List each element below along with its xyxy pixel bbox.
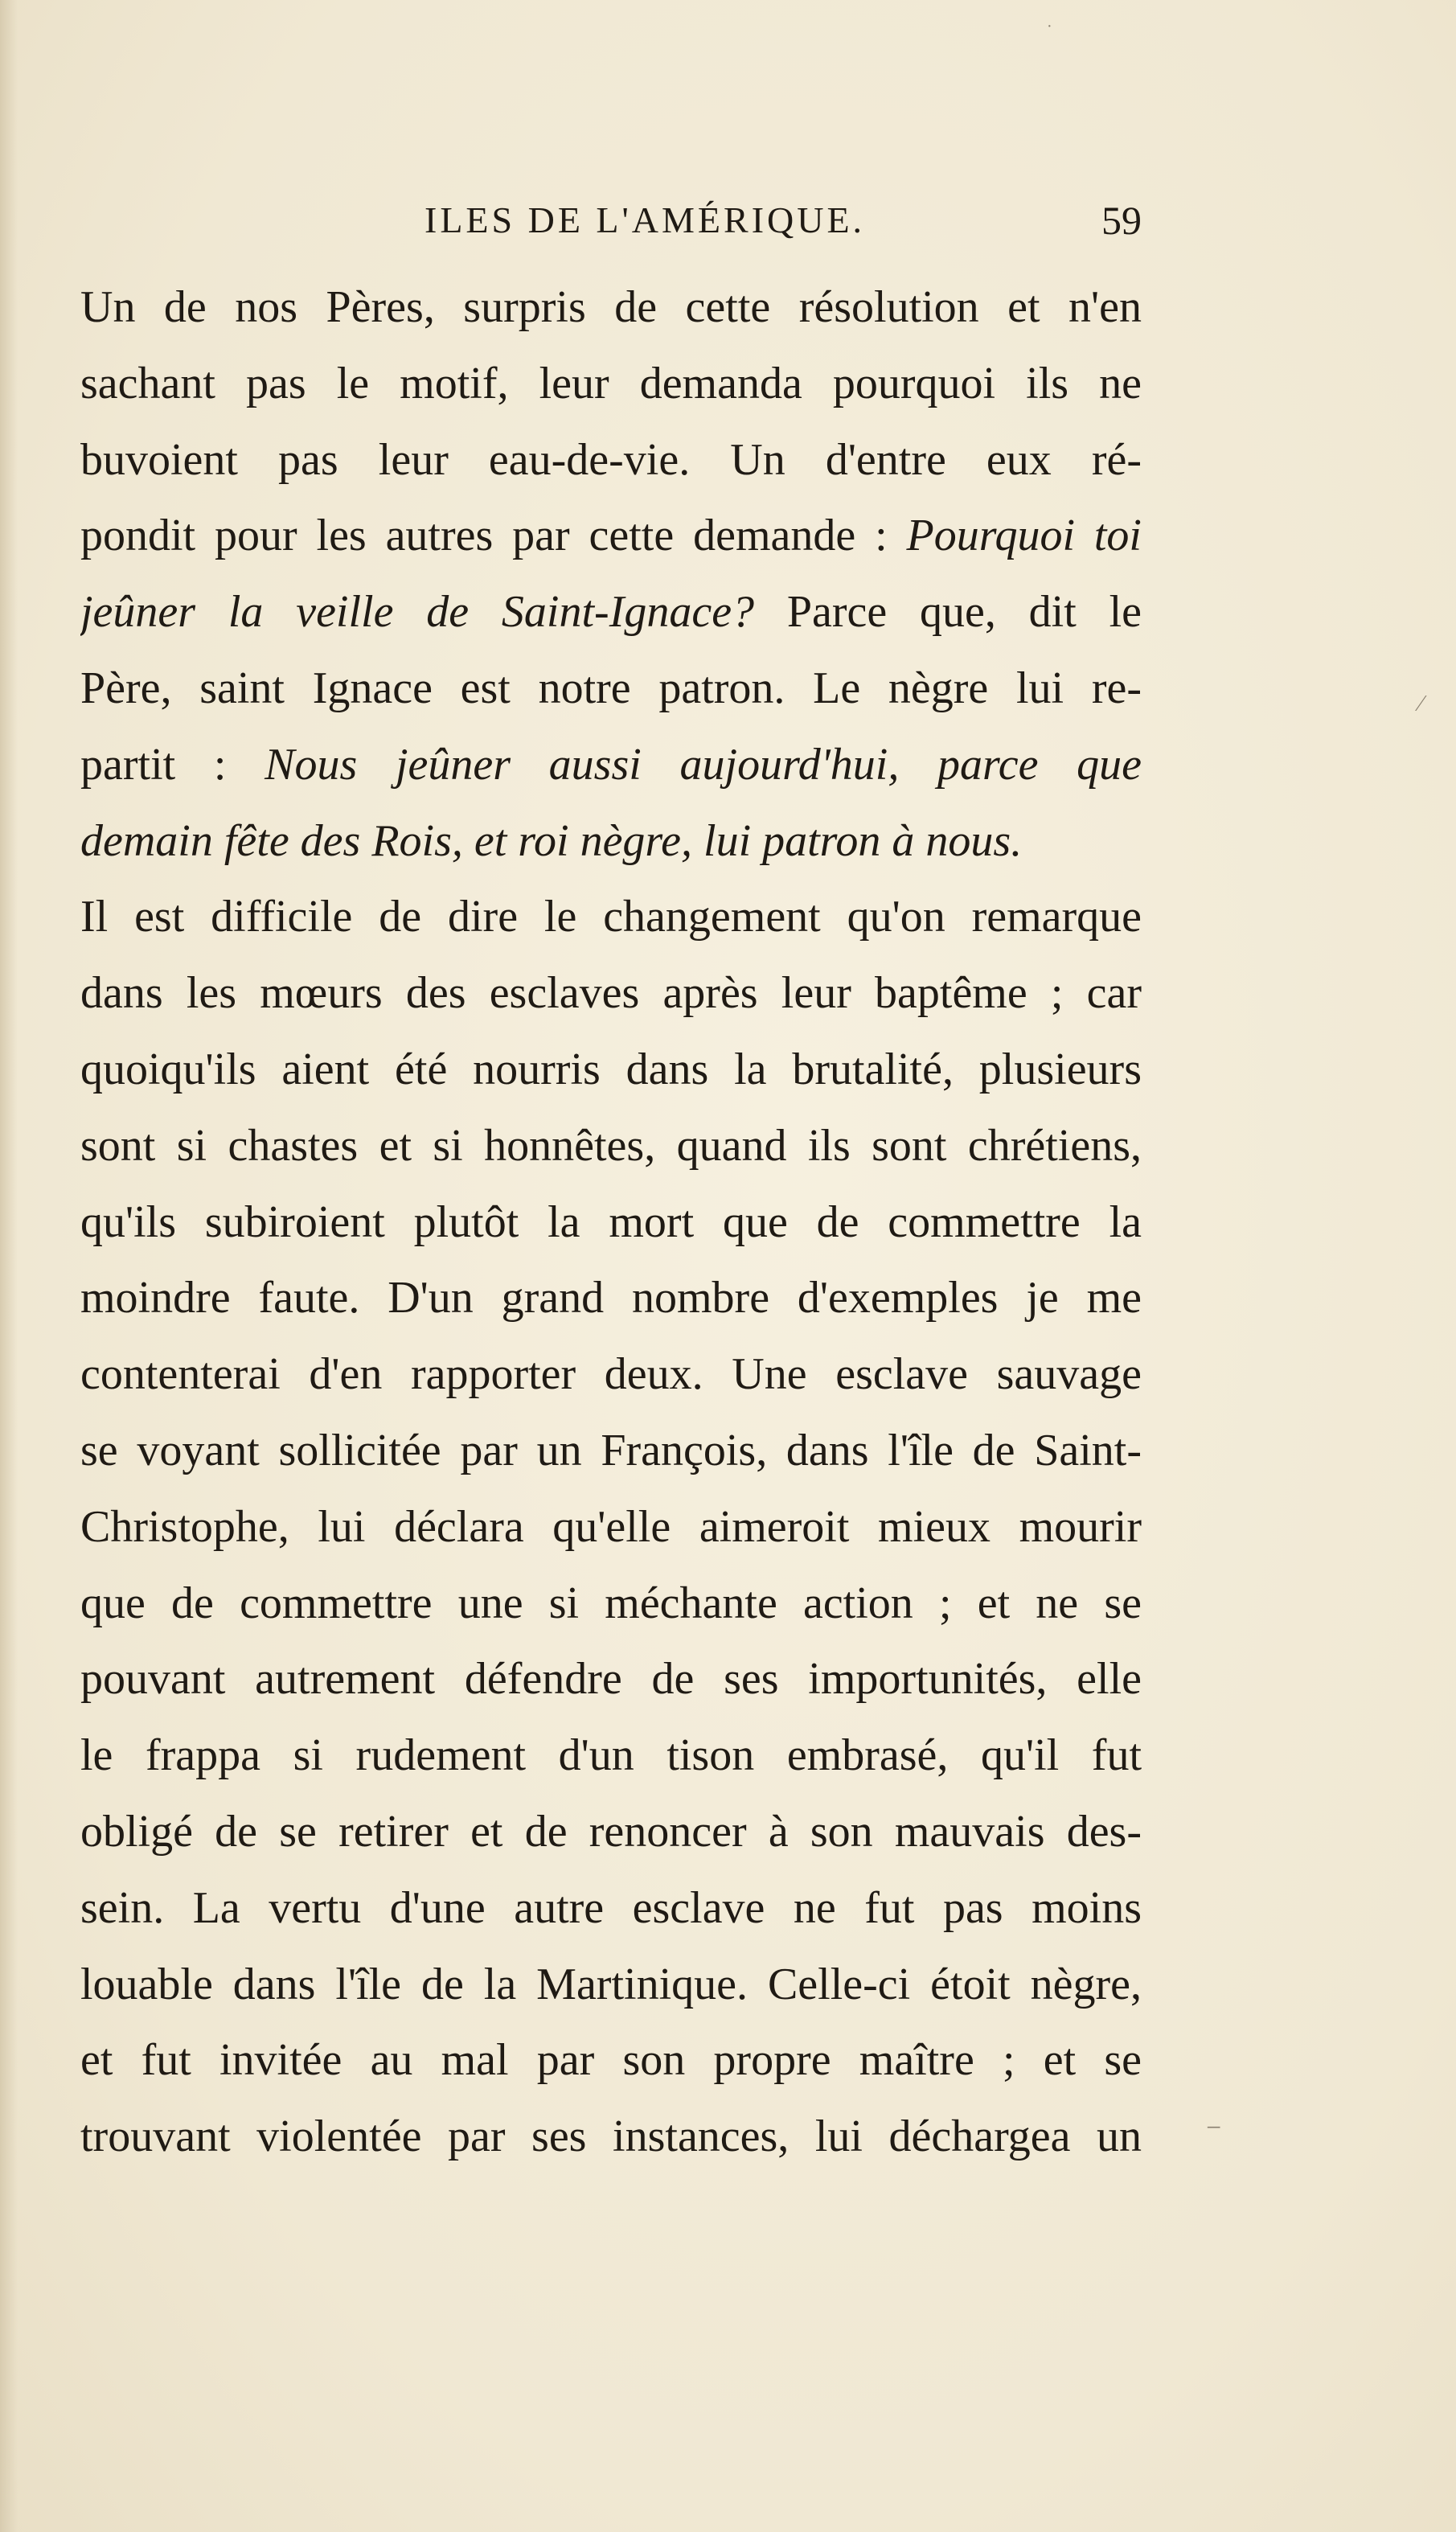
text-line: [80, 1870, 1142, 1947]
text-line: [80, 955, 1142, 1032]
text-segment: contenterai d'en rapporter deux. Une esclave sauvage: [80, 1349, 1142, 1400]
text-segment: Parce que, dit le: [754, 587, 1142, 638]
text-line: [80, 1413, 1142, 1489]
text-segment: pouvant autrement défendre de ses importunités, elle: [80, 1654, 1142, 1705]
italic-text-segment: Pourquoi toi: [906, 511, 1142, 561]
text-segment: quoiqu'ils aient été nourris dans la brutalité, plusieurs: [80, 1044, 1142, 1094]
text-line: [80, 1184, 1142, 1261]
text-line: [80, 1717, 1142, 1794]
text-line: [80, 1794, 1142, 1870]
page-number: 59: [1101, 198, 1142, 243]
text-segment: se voyant sollicitée par un François, dans l'île de Saint-: [80, 1425, 1142, 1475]
italic-text-segment: jeûner la veille de Saint-Ignace?: [80, 587, 755, 638]
text-line: [80, 803, 1142, 880]
text-segment: sachant pas le motif, leur demanda pourquoi ils ne: [80, 358, 1142, 408]
text-segment: buvoient pas leur eau-de-vie. Un d'entre eux ré-: [80, 434, 1142, 485]
body-text: [80, 269, 1142, 2175]
text-line: [80, 1641, 1142, 1717]
text-segment: obligé de se retirer et de renoncer à son mauvais des-: [80, 1806, 1142, 1857]
text-line: [80, 727, 1142, 803]
text-line: [80, 1108, 1142, 1184]
text-line: [80, 574, 1142, 650]
text-segment: louable dans l'île de la Martinique. Celle-ci étoit nègre,: [80, 1959, 1142, 2009]
text-line: [80, 1032, 1142, 1108]
italic-text-segment: Nous jeûner aussi aujourd'hui, parce que: [265, 739, 1142, 790]
text-segment: Il est difficile de dire le changement qu'on remarque: [80, 892, 1142, 942]
text-line: [80, 2099, 1142, 2175]
text-segment: trouvant violentée par ses instances, lui déchargea un: [80, 2111, 1142, 2162]
text-line: [80, 1260, 1142, 1336]
text-segment: qu'ils subiroient plutôt la mort que de commettre la: [80, 1196, 1142, 1247]
text-line: [80, 1336, 1142, 1413]
running-head: [80, 196, 1142, 244]
text-segment: sont si chastes et si honnêtes, quand ils sont chrétiens,: [80, 1120, 1142, 1171]
text-segment: Père, saint Ignace est notre patron. Le nègre lui re-: [80, 663, 1142, 713]
text-line: [80, 498, 1142, 574]
italic-text-segment: demain fête des Rois, et roi nègre, lui patron à nous.: [80, 815, 1023, 866]
text-line: [80, 650, 1142, 727]
margin-speck-mark: ·: [1047, 18, 1052, 35]
text-line: [80, 346, 1142, 422]
margin-dash-mark: ‾: [1208, 2124, 1220, 2160]
text-segment: Christophe, lui déclara qu'elle aimeroit mieux mourir: [80, 1501, 1142, 1552]
margin-tick-mark: ⁄: [1419, 691, 1423, 716]
text-line: [80, 2022, 1142, 2099]
text-line: [80, 269, 1142, 346]
text-segment: et fut invitée au mal par son propre maître ; et se: [80, 2035, 1142, 2086]
text-segment: Un de nos Pères, surpris de cette résolution et n'en: [80, 282, 1142, 332]
text-segment: le frappa si rudement d'un tison embrasé, qu'il fut: [80, 1730, 1142, 1781]
text-segment: dans les mœurs des esclaves après leur baptême ; car: [80, 968, 1142, 1019]
text-segment: sein. La vertu d'une autre esclave ne fut pas moins: [80, 1882, 1142, 1933]
text-segment: pondit pour les autres par cette demande :: [80, 511, 907, 561]
text-line: [80, 1489, 1142, 1566]
running-title: ILES DE L'AMÉRIQUE.: [424, 199, 866, 240]
text-segment: partit :: [80, 739, 265, 790]
page-gutter-shadow: [0, 0, 18, 2532]
text-line: [80, 1947, 1142, 2023]
text-line: [80, 1566, 1142, 1642]
text-segment: moindre faute. D'un grand nombre d'exemples je me: [80, 1273, 1142, 1323]
text-segment: que de commettre une si méchante action ; et ne se: [80, 1578, 1142, 1628]
text-line: [80, 879, 1142, 955]
text-line: [80, 422, 1142, 499]
